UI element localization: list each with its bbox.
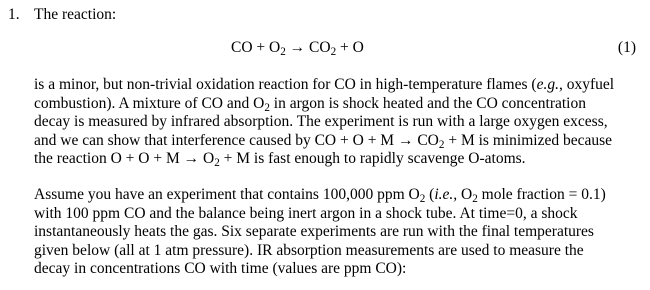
problem-heading [8, 6, 116, 24]
paragraph-line: combustion). A mixture of CO and $O_2$ in argon is shock heated and the CO concentration [34, 94, 586, 114]
problem-number: 1. [8, 6, 20, 23]
paragraph-description [34, 76, 640, 169]
problem-title: The reaction: [34, 6, 117, 23]
equation-text: CO + $O_2 \to CO_2 + O$ [231, 39, 364, 59]
paragraph-line: the reaction $O + O + M \to O_2 + M$ is fast enough to rapidly scavenge O-atoms. [34, 150, 526, 170]
paragraph-line: given below (all at 1 atm pressure). IR absorption measurements are used to measure the [34, 241, 584, 259]
paragraph-line: is a minor, but non-trivial oxidation reaction for CO in high-temperature flames (e.g., oxyfuel [34, 76, 615, 93]
paragraph-line: with 100 ppm CO and the balance being inert argon in a shock tube. At time=0, a shock [34, 204, 578, 222]
paragraph-line: Assume you have an experiment that contains 100,000 ppm $O_2$ (i.e., $O_2$ mole fraction = 0.1) [34, 186, 606, 206]
equation-number: (1) [617, 39, 636, 56]
paragraph-line: decay is measured by infrared absorption. The experiment is run with a large oxygen excess, [34, 113, 608, 131]
paragraph-experiment [34, 186, 640, 279]
paragraph-line: decay in concentrations CO with time (values are ppm CO): [34, 260, 407, 278]
reaction-equation [0, 38, 650, 58]
paragraph-line: and we can show that interference caused by CO + $O + M \to CO_2 + M$ is minimized because [34, 131, 613, 151]
paragraph-line: instantaneously heats the gas. Six separate experiments are run with the final temperatures [34, 223, 594, 241]
